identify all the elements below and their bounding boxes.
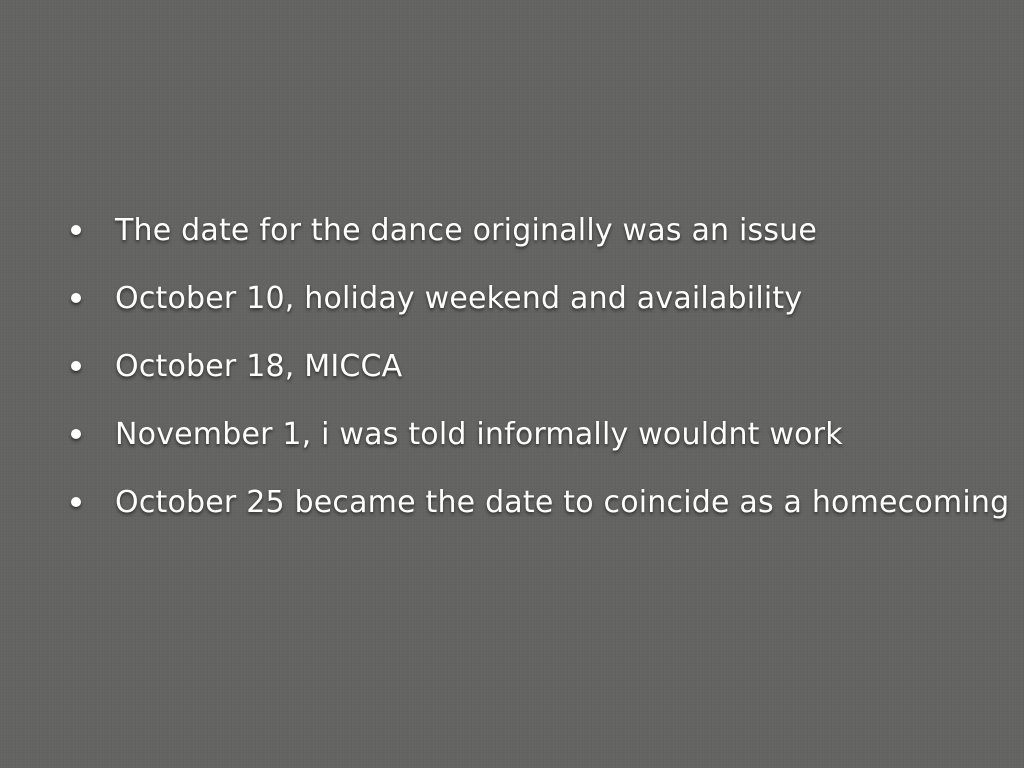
bullet-item <box>68 196 1009 264</box>
bullet-item <box>68 264 1009 332</box>
bullet-dot-icon <box>71 497 81 507</box>
bullet-dot-icon <box>71 293 81 303</box>
bullet-dot-icon <box>71 225 81 235</box>
bullet-item <box>68 332 1009 400</box>
bullet-item <box>68 400 1009 468</box>
bullet-text: The date for the dance originally was an issue <box>115 212 818 248</box>
bullet-dot-icon <box>71 429 81 439</box>
bullet-dot-icon <box>71 361 81 371</box>
bullet-text: October 10, holiday weekend and availability <box>115 280 803 316</box>
bullet-text: October 25 became the date to coincide as a homecoming <box>115 484 1010 520</box>
bullet-item <box>68 468 1009 536</box>
bullet-text: October 18, MICCA <box>115 348 403 384</box>
bullet-list <box>68 196 1009 536</box>
bullet-text: November 1, i was told informally wouldnt work <box>115 416 843 452</box>
